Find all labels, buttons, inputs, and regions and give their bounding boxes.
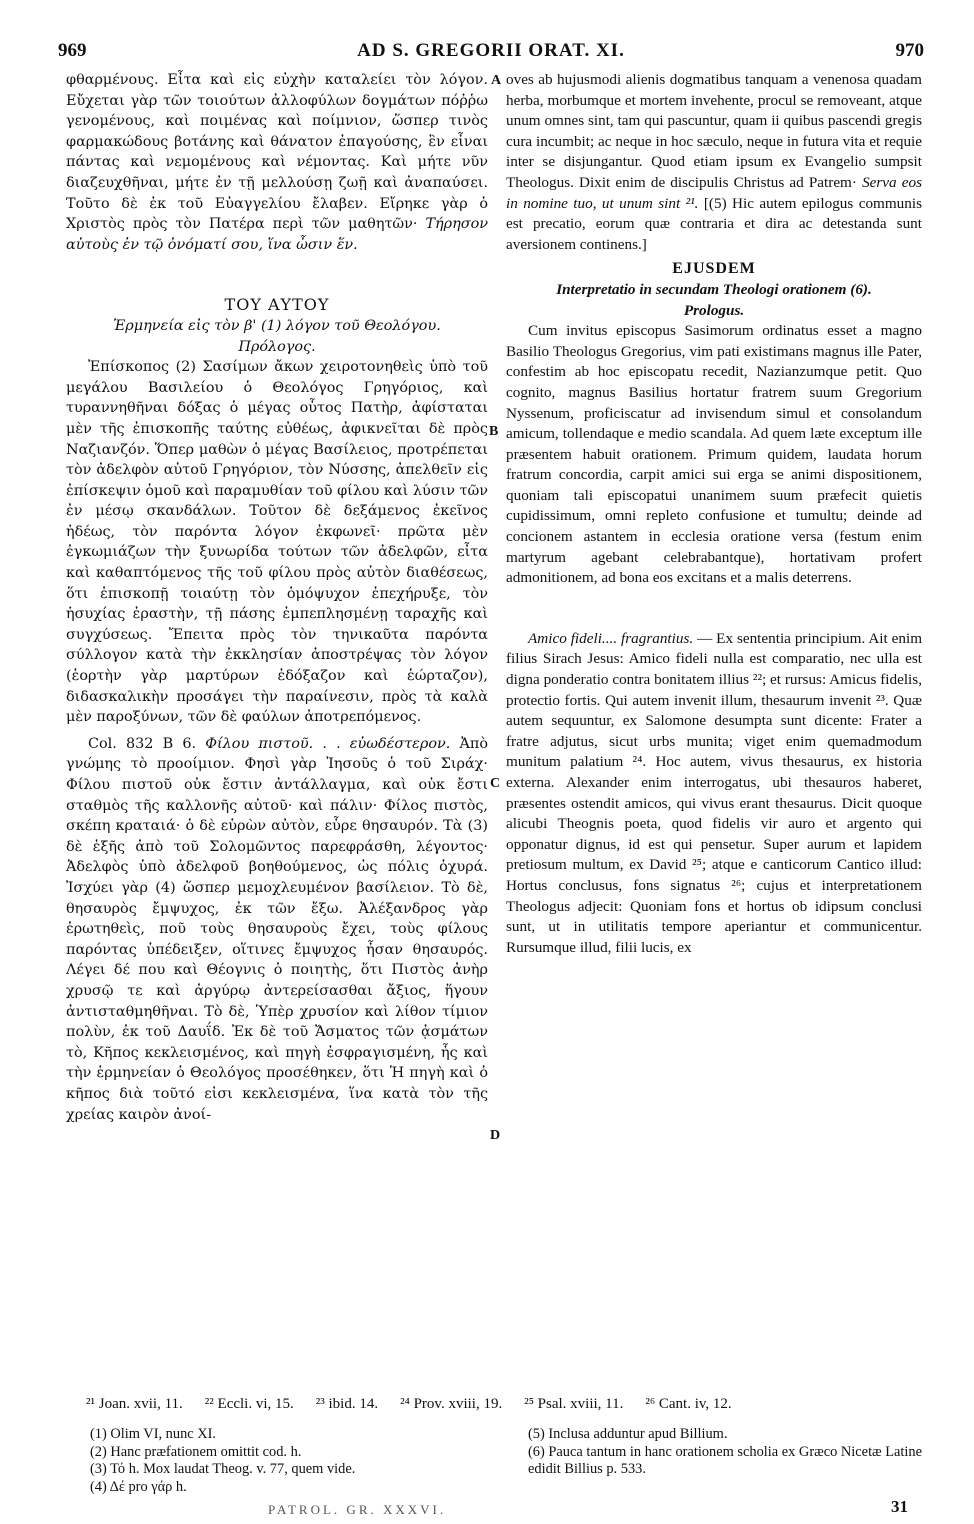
greek-commentary: Col. 832 B 6. Φίλου πιστοῦ. . . εὐωδέστερον. Ἀπὸ γνώμης τὸ προοίμιον. Φησὶ γὰρ Ἰησοῦς ὁ τοῦ Σιράχ· Φίλου πιστοῦ οὐκ ἔστιν ἀντάλλαγμα, καὶ οὐκ ἔστι σταθμὸς τῆς καλλονῆς αὐτοῦ· καὶ πάλιν· Φίλος πιστὸς, σκέπη κραταιά· ὁ δὲ εὑρὼν αὐτὸν, εὗρε θησαυρόν. Τὰ (3) δὲ ἑξῆς ἀπὸ τοῦ Σολομῶντος παρεφράσθη, λέγοντος· Ἀδελφὸς ὑπὸ ἀδελφοῦ βοηθούμενος, ὡς πόλις ὀχυρά. Ἰσχύει γὰρ (4) ὥσπερ μεμοχλευμένον βασίλειον. Τὸ δὲ, θησαυρὸς ἔμψυχος, ἐκ τῶν ἔξω. Ἀλέξανδρος γὰρ ἐρωτηθεὶς, ποῦ τοὺς θησαυροὺς ἔχει, τοὺς φίλους παρόντας ὑπέδειξεν, οἵτινες ἔμψυχος ἦσαν θησαυρός. Λέγει δέ που καὶ Θέογνις ὁ ποιητὴς, ὅτι Πιστὸς ἀνὴρ χρυσῷ τε καὶ ἀργύρῳ ἀντερείσασθαι ἄξιος, ἥγουν ἀντισταθμηθῆναι. Τὸ δὲ, Ὑπὲρ χρυσίον καὶ λίθον τίμιον πολὺν, ἐκ τοῦ Δαυΐδ. Ἐκ δὲ τοῦ Ἄσματος τῶν ᾀσμάτων τὸ, Κῆπος κεκλεισμένος, καὶ πηγὴ ἐσφραγισμένη, ἧς καὶ τὴν ἑρμηνείαν ὁ Θεολόγος προσέθηκεν, ὅτι Ἡ πηγὴ καὶ ὁ κῆπος διὰ τοῦτό εἰσι κεκλεισμένα, ἵνα κατὰ τὸν τῆς χρείας καιρὸν ἀνοί- bbox=[66, 735, 489, 1123]
scripture-ref: ²¹ Joan. xvii, 11. bbox=[86, 1396, 183, 1412]
latin-prologue-text: Cum invitus episcopus Sasimorum ordinatus esset a magno Basilio Theologus Gregorius, vim pati existimans magnus ille Pater, confestim ab hoc episcopatu recedit, Nazianzumque petit. Quo cognito, magnus Basilius hortatur fratrem suum Gregorium Nyssenum, proficiscatur ad invisendum simul et consolandum amicum, tollendaque e medio scandala. Ad quem læte exceptum ille præsentem habuit orationem. Primum quidem, laudata horum fratrum concordia, carpit amici sui erga se animi dispositionem, quoniam tali episcopatui unanimem suum præfecit quietis cupidissimum, omni repleto confusione et tumultu; deinde ad concionem astantem in ecclesia oratione versa (festum enim martyrum agebant celebrabantque), hortativam profert admonitionem, ad bona eos excitans et a malis deterrens. bbox=[506, 322, 922, 587]
greek-prologue-text: Ἐπίσκοπος (2) Σασίμων ἄκων χειροτονηθεὶς ὑπὸ τοῦ μεγάλου Βασιλείου ὁ Θεολόγος Γρηγόριος, καὶ τυραννηθῆναι δόξας ὁ μέγας οὗτος Πατὴρ, ἀφίσταται μὲν τῆς ἐπισκοπῆς ταύτης εὐθέως, ἀφικνεῖται δὲ πρὸς Ναζιανζόν. Ὅπερ μαθὼν ὁ μέγας Βασίλειος, προτρέπεται τὸν ἀδελφὸν αὐτοῦ Γρηγόριον, τὸν Νύσσης, ἀπελθεῖν εἰς ἐπίσκεψιν ὁμοῦ καὶ παραμυθίαν τοῦ φίλου καὶ λύσιν τῶν ἐν μέσῳ σκανδάλων. Τοῦτον δὲ δεξάμενος ἐκεῖνος ἡδέως, τὸν παρόντα λόγον ἐκφωνεῖ· πρῶτα μὲν ἐγκωμιάζων τὴν ξυνωρίδα τούτων τῶν ἀδελφῶν, εἶτα καὶ καθαπτόμενος τῆς τοῦ φίλου πρὸς αὐτὸν διαθέσεως, ὅτι ἐπισκοπῇ τοιαύτῃ τὸν ὁμόψυχον ἐπεχήρυξε, τὸν ἡσυχίας ἐραστὴν, τῇ πάσης ἐμπεπλησμένῃ ταραχῆς καὶ συγχύσεως. Ἔπειτα πρὸς τὸν τηνικαῦτα παρόντα σύλλογον κατὰ τὴν ἐκκλησίαν ἀποστρέψας τὸν λόγον (ἑορτὴν γὰρ μαρτύρων ἐδόξαζον καὶ ἑώρταζον), διδασκαλικὴν προσάγει τὴν παραίνεσιν, πρὸς τὰ καλὰ μὲν παροξύνων, τῶν δὲ φαύλων ἀποτρεπόμενος. bbox=[66, 359, 488, 726]
running-header bbox=[58, 40, 924, 68]
latin-commentary-ref: Amico fideli.... fragrantius. bbox=[528, 629, 694, 647]
latin-column bbox=[506, 70, 922, 958]
printer-signature: PATROL. GR. XXXVI. bbox=[268, 1502, 447, 1517]
running-title: AD S. GREGORII ORAT. XI. bbox=[357, 40, 625, 61]
latin-epilogue: oves ab hujusmodi alienis dogmatibus tanquam a venenosa quadam herba, morbumque et mortem invehente, procul se removeant, atque unum omnes sint, tam qui pascuntur, quam ii quibus pascendi gregis cura incumbit; ac neque in hoc sæculo, neque in futura vita et requie inter se disjungantur. Quod etiam ipsum ex Evangelio sumpsit Theologus. Dixit enim de discipulis Christus ad Patrem· Serva eos in nomine tuo, ut unum sint ²¹. [(5) Hic autem epilogus communis est precatio, eorum quæ contraria et dira ac detestanda sunt aversionem continens.] bbox=[506, 71, 923, 253]
greek-epilogue-quote: Τήρησον αὐτοὺς ἐν τῷ ὀνόματί σου, ἵνα ὦσιν ἕν. bbox=[66, 216, 488, 253]
footnote: (4) Δέ pro γάρ h. bbox=[90, 1478, 187, 1495]
page-number: 31 bbox=[891, 1497, 908, 1516]
greek-prologue-title: Πρόλογος. bbox=[238, 338, 316, 355]
section-marker-c: C bbox=[490, 776, 501, 791]
latin-heading: EJUSDEM bbox=[672, 260, 756, 278]
column-number-right: 970 bbox=[895, 40, 924, 61]
footnote: (1) Olim VI, nunc XI. bbox=[90, 1426, 217, 1442]
greek-column bbox=[66, 70, 488, 1125]
scripture-ref: ²³ ibid. 14. bbox=[315, 1396, 379, 1412]
scripture-references bbox=[86, 1396, 936, 1413]
scripture-ref: ²² Eccli. vi, 15. bbox=[204, 1396, 294, 1412]
footnotes-right bbox=[528, 1426, 928, 1479]
greek-heading: ΤΟΥ ΑΥΤΟΥ bbox=[224, 295, 330, 315]
scripture-ref: ²⁴ Prov. xviii, 19. bbox=[400, 1396, 503, 1412]
greek-epilogue: φθαρμένους. Εἶτα καὶ εἰς εὐχὴν καταλείει τὸν λόγον. Εὔχεται γὰρ τῶν τοιούτων ἀλλοφύλων δογμάτων πόῤῥω γενομένους, καὶ ποιμένας καὶ ποίμνιον, ὥσπερ τινὸς φαρμακώδους βοτάνης καὶ θάνατον ἐπαγούσης, ἓν εἶναι πάντας καὶ νεμομένους καὶ νέμοντας. Καὶ μήτε νῦν διαζευχθῆναι, μήτε ἐν τῇ μελλούσῃ ζωῇ καὶ ἀναπαύσει. Τοῦτο δὲ ἐκ τοῦ Εὐαγγελίου ἔλαβεν. Εἴρηκε γὰρ ὁ Χριστὸς πρὸς τὸν Πατέρα περὶ τῶν μαθητῶν· Τήρησον αὐτοὺς ἐν τῷ ὀνόματί σου, ἵνα ὦσιν ἕν. bbox=[66, 72, 488, 253]
greek-commentary-ref: Col. 832 B 6. bbox=[88, 735, 197, 752]
latin-prologue-title: Prologus. bbox=[683, 301, 745, 319]
section-marker-d: D bbox=[490, 1128, 501, 1143]
column-number-left: 969 bbox=[58, 40, 87, 61]
section-marker-a: A bbox=[491, 73, 502, 88]
latin-commentary: Amico fideli.... fragrantius. — Ex sententia principium. Ait enim filius Sirach Jesus: Amico fideli nulla est comparatio, nec ulla est digna ponderatio contra bonitatem illius ²²; et rursus: Amicus fidelis, protectio fortis. Qui autem invenit illum, thesaurum invenit ²³. Quæ autem sequuntur, ex Salomone desumpta sunt dicente: Frater a fratre adjutus, sicut urbs munita; viget enim quemadmodum munitum palatium ²⁴. Hoc autem, vivus thesaurus, ex historia externa. Alexander enim interrogatus, ubi thesauros haberet, præsentes ostendit amicos, qui vivus erant thesaurus. Dicit quoque alicubi Theognis poeta, quod fidelis vir auro et argento qui opponatur dignus, id est qui pensetur. Super aurum et lapidem pretiosum multum, ex David ²⁵; atque e canticorum Cantico illud: Hortus conclusus, fons signatus ²⁶; cujus et interpretationem Theologus adjecit: Quoniam fons et hortus ob idipsum conclusi sunt, ut in utilitatis tempore aperiantur et communicentur. Rursumque illud, filii lucis, ex bbox=[506, 629, 923, 956]
footnote: (3) Τό h. Mox laudat Theog. v. 77, quem vide. bbox=[90, 1461, 356, 1478]
scripture-ref: ²⁵ Psal. xviii, 11. bbox=[524, 1396, 624, 1412]
greek-subheading: Ἑρμηνεία εἰς τὸν β' (1) λόγον τοῦ Θεολόγου. bbox=[113, 317, 441, 334]
latin-epilogue-quote: Serva eos in nomine tuo, ut unum sint ²¹. bbox=[506, 173, 923, 212]
footnote: (2) Hanc præfationem omittit cod. h. bbox=[90, 1443, 302, 1460]
section-marker-b: B bbox=[489, 424, 499, 439]
footnotes-left bbox=[90, 1426, 490, 1496]
footnote: (6) Pauca tantum in hanc orationem scholia ex Græco Nicetæ Latine edidit Billius p. 533. bbox=[528, 1443, 923, 1478]
scripture-ref: ²⁶ Cant. iv, 12. bbox=[645, 1396, 732, 1412]
latin-subheading: Interpretatio in secundam Theologi orationem (6). bbox=[556, 280, 872, 298]
footnote: (5) Inclusa adduntur apud Billium. bbox=[528, 1426, 728, 1442]
